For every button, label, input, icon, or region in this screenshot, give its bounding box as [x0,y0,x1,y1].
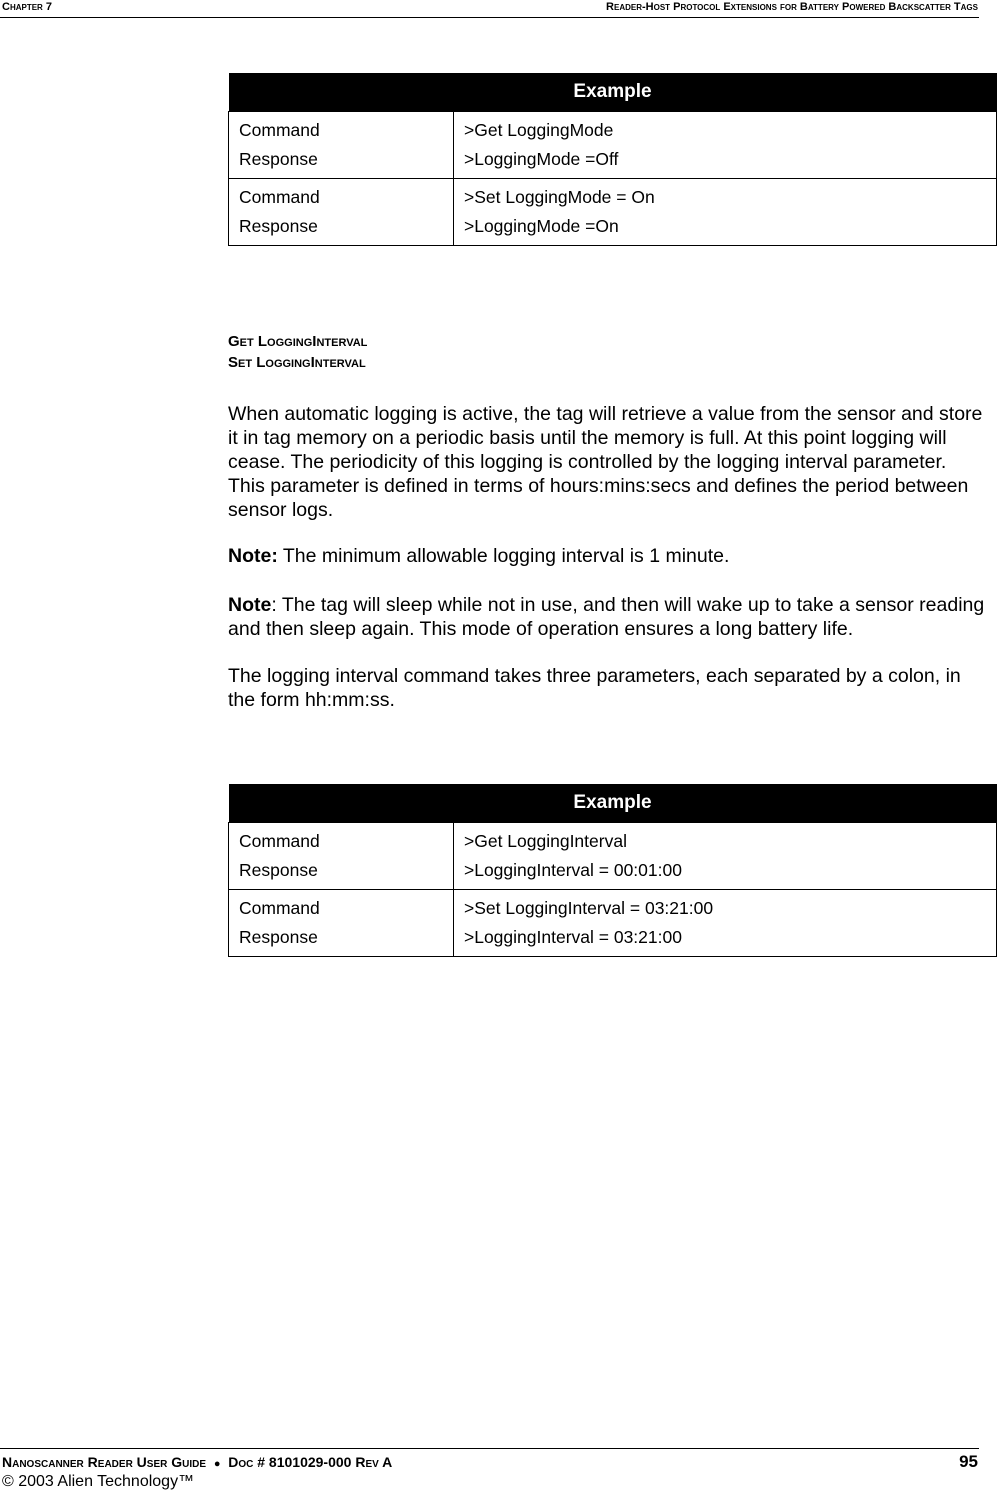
chapter-label: Chapter 7 [2,1,53,13]
note-minimum-interval [228,544,988,568]
heading-get-logging-interval: Get LoggingInterval [228,333,368,350]
section-title: Reader-Host Protocol Extensions for Battery Powered Backscatter Tags [606,1,978,13]
response-value: >LoggingMode =On [464,216,619,236]
table-cell-values [454,179,997,246]
guide-title: Nanoscanner Reader User Guide [2,1454,207,1470]
response-label: Response [239,927,318,947]
table-cell-labels [229,823,454,890]
table-row [229,890,997,957]
command-label: Command [239,898,320,918]
response-value: >LoggingMode =Off [464,149,619,169]
response-value: >LoggingInterval = 03:21:00 [464,927,682,947]
note-label: Note: [228,545,278,567]
example-table-header: Example [229,73,997,112]
footer-doc-title [2,1454,392,1470]
response-label: Response [239,216,318,236]
command-label: Command [239,831,320,851]
description-paragraph: When automatic logging is active, the tag will retrieve a value from the sensor and store it in tag memory on a periodic basis until the memory is full. At this point logging will cease. The periodicity of this logging is controlled by the logging interval parameter. This parameter is defined in terms of hours:mins:secs and defines the period between sensor logs. [228,403,983,521]
command-value: >Get LoggingMode [464,120,614,140]
command-value: >Set LoggingInterval = 03:21:00 [464,898,714,918]
example-table-logging-mode [228,73,997,246]
table-row [229,112,997,179]
note-text: : The tag will sleep while not in use, and then will wake up to take a sensor reading and then sleep again. This mode of operation ensures a long battery life. [228,594,985,640]
doc-number: Doc # 8101029-000 Rev A [228,1454,393,1470]
header-rule [0,17,979,18]
example-table-header: Example [229,784,997,823]
table-cell-labels [229,179,454,246]
page-number: 95 [959,1452,978,1471]
table-cell-values [454,823,997,890]
response-value: >LoggingInterval = 00:01:00 [464,860,682,880]
table-row [229,179,997,246]
note-label: Note [228,594,272,616]
response-label: Response [239,860,318,880]
command-label: Command [239,187,320,207]
footer-rule [0,1448,979,1449]
copyright: © 2003 Alien Technology™ [2,1473,195,1490]
bullet-separator: ● [213,1458,221,1470]
heading-set-logging-interval: Set LoggingInterval [228,354,366,371]
note-sleep-mode [228,593,988,641]
command-value: >Get LoggingInterval [464,831,627,851]
parameters-paragraph: The logging interval command takes three parameters, each separated by a colon, in the form hh:mm:ss. [228,665,961,711]
command-label: Command [239,120,320,140]
command-value: >Set LoggingMode = On [464,187,655,207]
table-cell-labels [229,112,454,179]
table-cell-values [454,112,997,179]
table-cell-labels [229,890,454,957]
table-row [229,823,997,890]
response-label: Response [239,149,318,169]
note-text: The minimum allowable logging interval is 1 minute. [277,545,730,567]
table-cell-values [454,890,997,957]
example-table-logging-interval [228,784,997,957]
